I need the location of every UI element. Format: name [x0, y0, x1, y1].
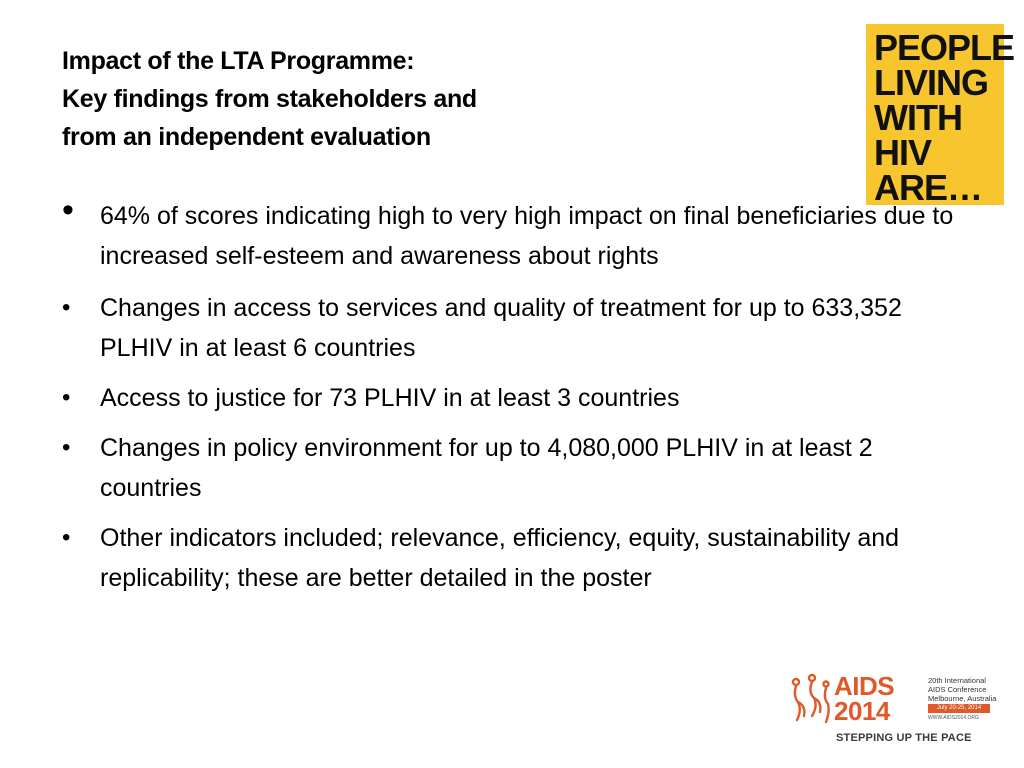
badge-line-5: ARE…	[874, 167, 983, 208]
bullet-text: Other indicators included; relevance, efficiency, equity, sustainability and replicability; these are better detailed in the poster	[100, 524, 900, 592]
bullet-icon: •	[62, 434, 71, 461]
title-line-2: Key findings from stakeholders and	[62, 85, 477, 113]
title-line-1: Impact of the LTA Programme:	[62, 47, 415, 75]
badge-line-3: WITH	[874, 97, 962, 138]
title-line-3: from an independent evaluation	[62, 123, 431, 151]
list-item	[62, 518, 962, 598]
conference-line-2: AIDS Conference	[928, 685, 987, 694]
logo-conference-info	[928, 676, 998, 703]
badge-line-4: HIV	[874, 132, 932, 173]
logo-wordmark	[834, 671, 895, 726]
findings-list	[62, 191, 962, 608]
badge-line-2: LIVING	[874, 62, 989, 103]
logo-tagline: STEPPING UP THE PACE	[836, 732, 972, 744]
list-item	[62, 191, 962, 276]
bullet-icon: •	[62, 294, 71, 321]
list-item	[62, 288, 962, 368]
slide-title	[62, 42, 622, 156]
badge-line-1: PEOPLE	[874, 27, 1015, 68]
list-item	[62, 378, 962, 418]
walking-figures-icon	[788, 672, 834, 732]
logo-year-text: 2014	[834, 696, 890, 726]
conference-line-3: Melbourne, Australia	[928, 694, 997, 703]
bullet-text: Access to justice for 73 PLHIV in at least 3 countries	[100, 384, 680, 412]
plhiv-badge	[866, 24, 1015, 208]
bullet-icon: •	[62, 524, 71, 551]
list-item	[62, 428, 962, 508]
bullet-icon: •	[62, 384, 71, 411]
logo-url: WWW.AIDS2014.ORG	[928, 715, 979, 721]
aids2014-logo	[788, 672, 998, 748]
bullet-text: Changes in policy environment for up to 4,080,000 PLHIV in at least 2 countries	[100, 434, 873, 502]
bullet-icon: •	[62, 191, 74, 229]
bullet-text: 64% of scores indicating high to very high impact on final beneficiaries due to increased self-esteem and awareness about rights	[100, 202, 954, 270]
bullet-text: Changes in access to services and quality of treatment for up to 633,352 PLHIV in at least 6 countries	[100, 294, 902, 362]
logo-aids-text: AIDS	[834, 671, 895, 701]
conference-line-1: 20th International	[928, 676, 986, 685]
logo-dates: July 20-25, 2014	[928, 704, 990, 713]
